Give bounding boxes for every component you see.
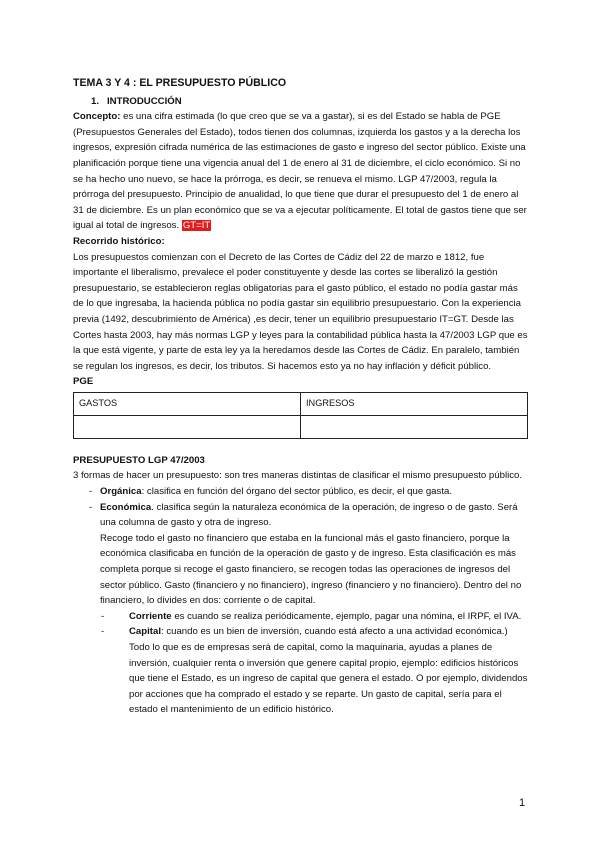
list-item-corriente (73, 609, 528, 625)
list-item-economica (73, 500, 528, 718)
economica-sublist (73, 609, 528, 718)
table-row (74, 415, 528, 438)
gastos-cell (74, 415, 301, 438)
organica-label: Orgánica (100, 486, 142, 498)
list-item-organica (73, 484, 528, 500)
economica-label: Económica (100, 501, 152, 513)
ingresos-cell (301, 415, 528, 438)
presupuesto-heading: PRESUPUESTO LGP 47/2003 (73, 454, 205, 466)
list-item-capital (73, 624, 528, 718)
corriente-label: Corriente (129, 610, 172, 622)
ingresos-header: INGRESOS (301, 392, 528, 415)
concepto-text: es una cifra estimada (lo que creo que se va a gastar), si es del Estado se habla de PGE (Presupuestos Generales del Estado), todos tienen dos columnas, izquierda los gastos y a la derecha los ingresos, expresión cifrada numérica de las estimaciones de gasto e ingreso del sector público. Existe una planificación porque tiene una vigencia anual del 1 de enero al 31 de diciembre, el ciclo económico. Si no se ha hecho uno nuevo, se hace la prórroga, es decir, se renueva el mismo. LGP 47/2003, regula la prórroga del presupuesto. Principio de anualidad, lo que tiene que durar el presupuesto del 1 de enero al 31 de diciembre. Es un plan económico que se va a ejecutar políticamente. El total de gastos tiene que ser igual al total de ingresos. (73, 111, 527, 232)
document-body (73, 76, 528, 718)
capital-text: : cuando es un bien de inversión, cuando está afecto a una actividad económica.) Todo lo que es de empresas será de capital, como la maquinaria, ayudas a planes de inversión, cualquier renta o inversión que genere capital propio, ejemplo: edificios históricos que tiene el Estado, es un ingreso de capital que genera el estado. O por ejemplo, dividendos por acciones que ha comprado el estado y se reparte. Un gasto de capital, sería para el estado el mantenimiento de un edificio histórico. (129, 626, 528, 716)
classification-list (73, 484, 528, 718)
page-number: 1 (519, 797, 526, 809)
section-heading (73, 94, 528, 110)
corriente-text: es cuando se realiza periódicamente, ejemplo, pagar una nómina, el IRPF, el IVA. (171, 610, 522, 622)
organica-text: : clasifica en función del órgano del sector público, es decir, el que gasta. (141, 486, 452, 498)
section-title: INTRODUCCIÓN (107, 95, 182, 107)
concepto-paragraph (73, 109, 528, 234)
concepto-label: Concepto: (73, 111, 121, 123)
gastos-header: GASTOS (74, 392, 301, 415)
section-number: 1. (91, 95, 100, 107)
balance-highlight: GT=IT (182, 220, 211, 232)
presupuesto-intro: 3 formas de hacer un presupuesto: son tres maneras distintas de clasificar el mismo presupuesto público. (73, 470, 522, 482)
economica-detail: Recoge todo el gasto no financiero que estaba en la funcional más el gasto financiero, porque la económica clasificaba en función de la operación de gasto y de ingreso. Esta clasificación es más completa porque si recoge el gasto financiero, se recogen todas las operaciones de ingresos del sector público. Gasto (financiero y no financiero), ingreso (financiero y no financiero). Dentro del no financiero, lo divides en dos: corriente o de capital. (100, 532, 522, 607)
document-title: TEMA 3 Y 4 : EL PRESUPUESTO PÚBLICO (73, 77, 287, 89)
recorrido-label: Recorrido histórico: (73, 235, 165, 247)
pge-table (73, 392, 528, 439)
pge-label: PGE (73, 376, 94, 388)
capital-label: Capital (129, 626, 161, 638)
economica-text: . clasifica según la naturaleza económica de la operación, de ingreso o de gasto. Será una columna de gasto y otra de ingreso. (100, 501, 518, 529)
table-row (74, 392, 528, 415)
recorrido-text: Los presupuestos comienzan con el Decreto de las Cortes de Cádiz del 22 de marzo e 1812, fue importante el liberalismo, prevalece el poder constituyente y desde las cortes se liberalizó la gestión presupuestario, se establecieron reglas obligatorias para el gasto público, el estado no podía gastar más de lo que ingresaba, la hacienda pública no podía gastar sin equilibrio presupuestario. Con la experiencia previa (1492, descubrimiento de América) ,es decir, tener un equilibrio presupuestario IT=GT. Desde las Cortes hasta 2003, hay más normas LGP y leyes para la contabilidad pública hasta la 47/2003 LGP que es la que está vigente, y parte de esta ley ya la heredamos desde las Cortes de Cádiz. En paralelo, también se regulan los ingresos, es decir, los tributos. Si hacemos esto ya no hay inflación y déficit público. (73, 251, 528, 372)
